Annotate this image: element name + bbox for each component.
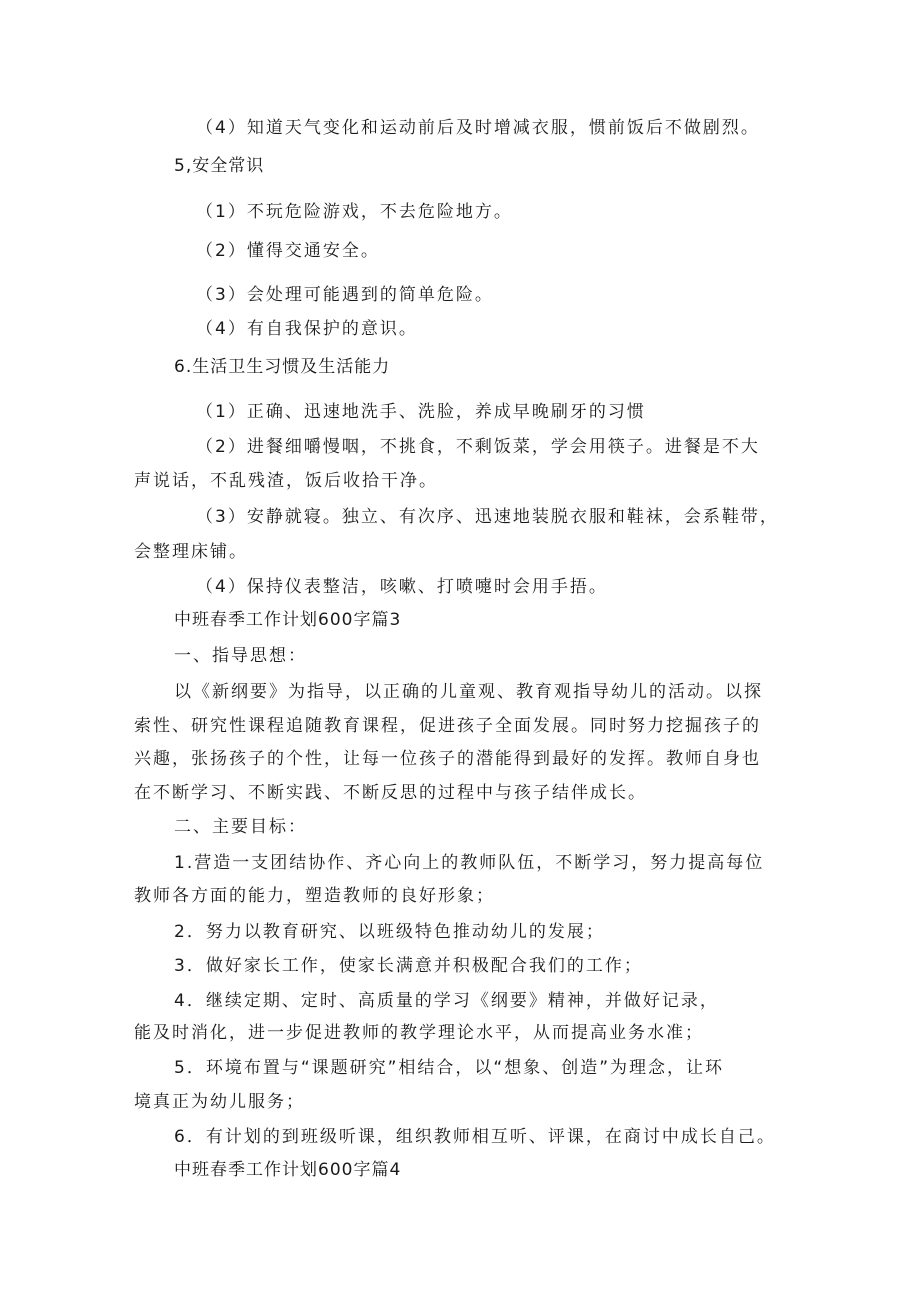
item-hygiene-3: （3）安静就寝。独立、有次序、迅速地装脱衣服和鞋袜，会系鞋带， [196,507,779,527]
section-hygiene-heading: 6.生活卫生习惯及生活能力 [174,357,391,377]
section-title-part3: 中班春季工作计划600字篇3 [174,610,402,630]
guiding-ideology-para-1: 以《新纲要》为指导，以正确的儿童观、教育观指导幼儿的活动。以探 [174,682,763,702]
goal-4: 4．继续定期、定时、高质量的学习《纲要》精神，并做好记录， [174,991,719,1011]
goal-5: 5．环境布置与“课题研究”相结合，以“想象、创造”为理念，让环 [174,1058,725,1078]
goal-5-cont: 境真正为幼儿服务； [134,1092,305,1112]
guiding-ideology-heading: 一、指导思想： [174,646,307,666]
guiding-ideology-para-4: 在不断学习、不断实践、不断反思的过程中与孩子结伴成长。 [134,783,647,803]
item-hygiene-2: （2）进餐细嚼慢咽，不挑食，不剩饭菜，学会用筷子。进餐是不大 [196,437,760,457]
goal-4-cont: 能及时消化，进一步促进教师的教学理论水平，从而提高业务水准； [134,1023,704,1043]
guiding-ideology-para-2: 索性、研究性课程追随教育课程，促进孩子全面发展。同时努力挖掘孩子的 [134,716,761,736]
item-hygiene-3-cont: 会整理床铺。 [134,542,248,562]
section-title-part4: 中班春季工作计划600字篇4 [174,1160,402,1180]
item-weather-clothing: （4）知道天气变化和运动前后及时增减衣服，惯前饭后不做剧烈。 [196,118,760,138]
guiding-ideology-para-3: 兴趣，张扬孩子的个性，让每一位孩子的潜能得到最好的发挥。教师自身也 [134,749,761,769]
item-hygiene-4: （4）保持仪表整洁，咳嗽、打喷嚏时会用手捂。 [196,577,608,597]
goal-2: 2．努力以教育研究、以班级特色推动幼儿的发展； [174,922,605,942]
item-safety-3: （3）会处理可能遇到的简单危险。 [196,285,494,305]
goal-1: 1.营造一支团结协作、齐心向上的教师队伍，不断学习，努力提高每位 [174,853,765,873]
item-hygiene-1: （1）正确、迅速地洗手、洗脸，养成早晚刷牙的习惯 [196,402,646,422]
section-safety-heading: 5,安全常识 [174,156,265,176]
main-goals-heading: 二、主要目标： [174,817,307,837]
item-safety-2: （2）懂得交通安全。 [196,241,380,261]
item-safety-1: （1）不玩危险游戏，不去危险地方。 [196,202,513,222]
goal-1-cont: 教师各方面的能力，塑造教师的良好形象； [134,886,495,906]
item-hygiene-2-cont: 声说话，不乱残渣，饭后收拾干净。 [134,471,438,491]
item-safety-4: （4）有自我保护的意识。 [196,319,418,339]
goal-6: 6．有计划的到班级听课，组织教师相互听、评课，在商讨中成长自己。 [174,1127,776,1147]
goal-3: 3．做好家长工作，使家长满意并积极配合我们的工作； [174,956,643,976]
